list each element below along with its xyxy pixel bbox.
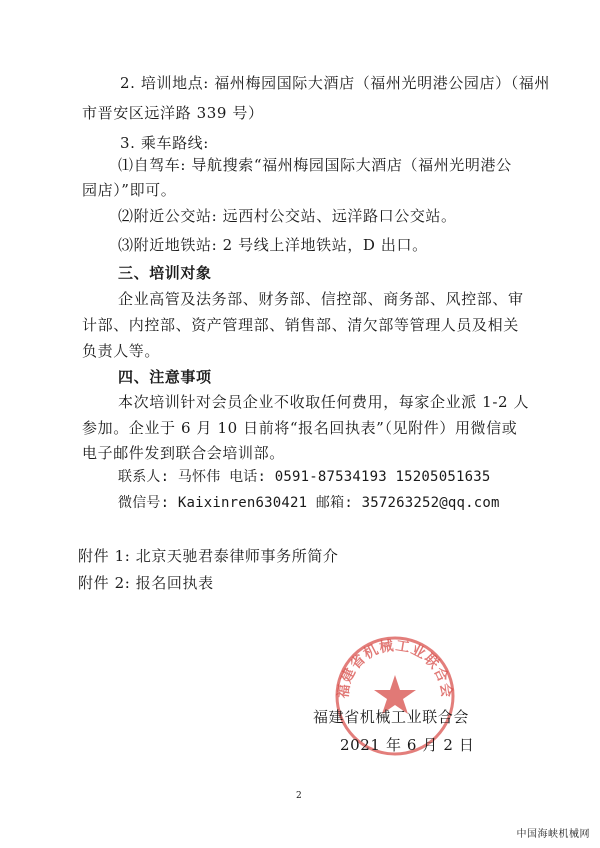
- site-watermark: 中国海峡机械网: [516, 829, 590, 840]
- route-self-drive-cont: 园店）”即可。: [82, 181, 177, 199]
- contact-line: 联系人: 马怀伟 电话: 0591-87534193 15205051635: [118, 469, 491, 485]
- notes-line-3: 电子邮件发到联合会培训部。: [82, 444, 285, 462]
- wechat-email-line: 微信号: Kaixinren630421 邮箱: 357263252@qq.com: [118, 495, 500, 511]
- signature-date: 2021 年 6 月 2 日: [340, 736, 475, 754]
- participants-line-1: 企业高管及法务部、财务部、信控部、商务部、风控部、审: [118, 290, 524, 308]
- route-self-drive: ⑴自驾车: 导航搜索“福州梅园国际大酒店（福州光明港公: [118, 156, 512, 174]
- section-heading-participants: 三、培训对象: [118, 264, 212, 282]
- participants-line-3: 负责人等。: [82, 342, 161, 360]
- route-metro: ⑶附近地铁站: 2 号线上洋地铁站，D 出口。: [118, 236, 428, 254]
- page-number: 2: [296, 791, 302, 801]
- training-address: 市晋安区远洋路 339 号）: [82, 104, 264, 122]
- route-bus: ⑵附近公交站: 远西村公交站、远洋路口公交站。: [118, 207, 457, 225]
- attachment-2: 附件 2: 报名回执表: [78, 574, 214, 592]
- route-heading: 3. 乘车路线:: [120, 134, 209, 152]
- participants-line-2: 计部、内控部、资产管理部、销售部、清欠部等管理人员及相关: [82, 316, 519, 334]
- seal-text: 福建省机械工业联合会: [335, 637, 455, 700]
- notes-line-1: 本次培训针对会员企业不收取任何费用，每家企业派 1-2 人: [118, 393, 530, 411]
- signature-organization: 福建省机械工业联合会: [313, 708, 470, 726]
- section-heading-notes: 四、注意事项: [118, 368, 212, 386]
- notes-line-2: 参加。企业于 6 月 10 日前将“报名回执表”（见附件）用微信或: [82, 419, 518, 437]
- training-location: 2. 培训地点: 福州梅园国际大酒店（福州光明港公园店）（福州: [120, 74, 551, 92]
- attachment-1: 附件 1: 北京天驰君泰律师事务所简介: [78, 547, 339, 565]
